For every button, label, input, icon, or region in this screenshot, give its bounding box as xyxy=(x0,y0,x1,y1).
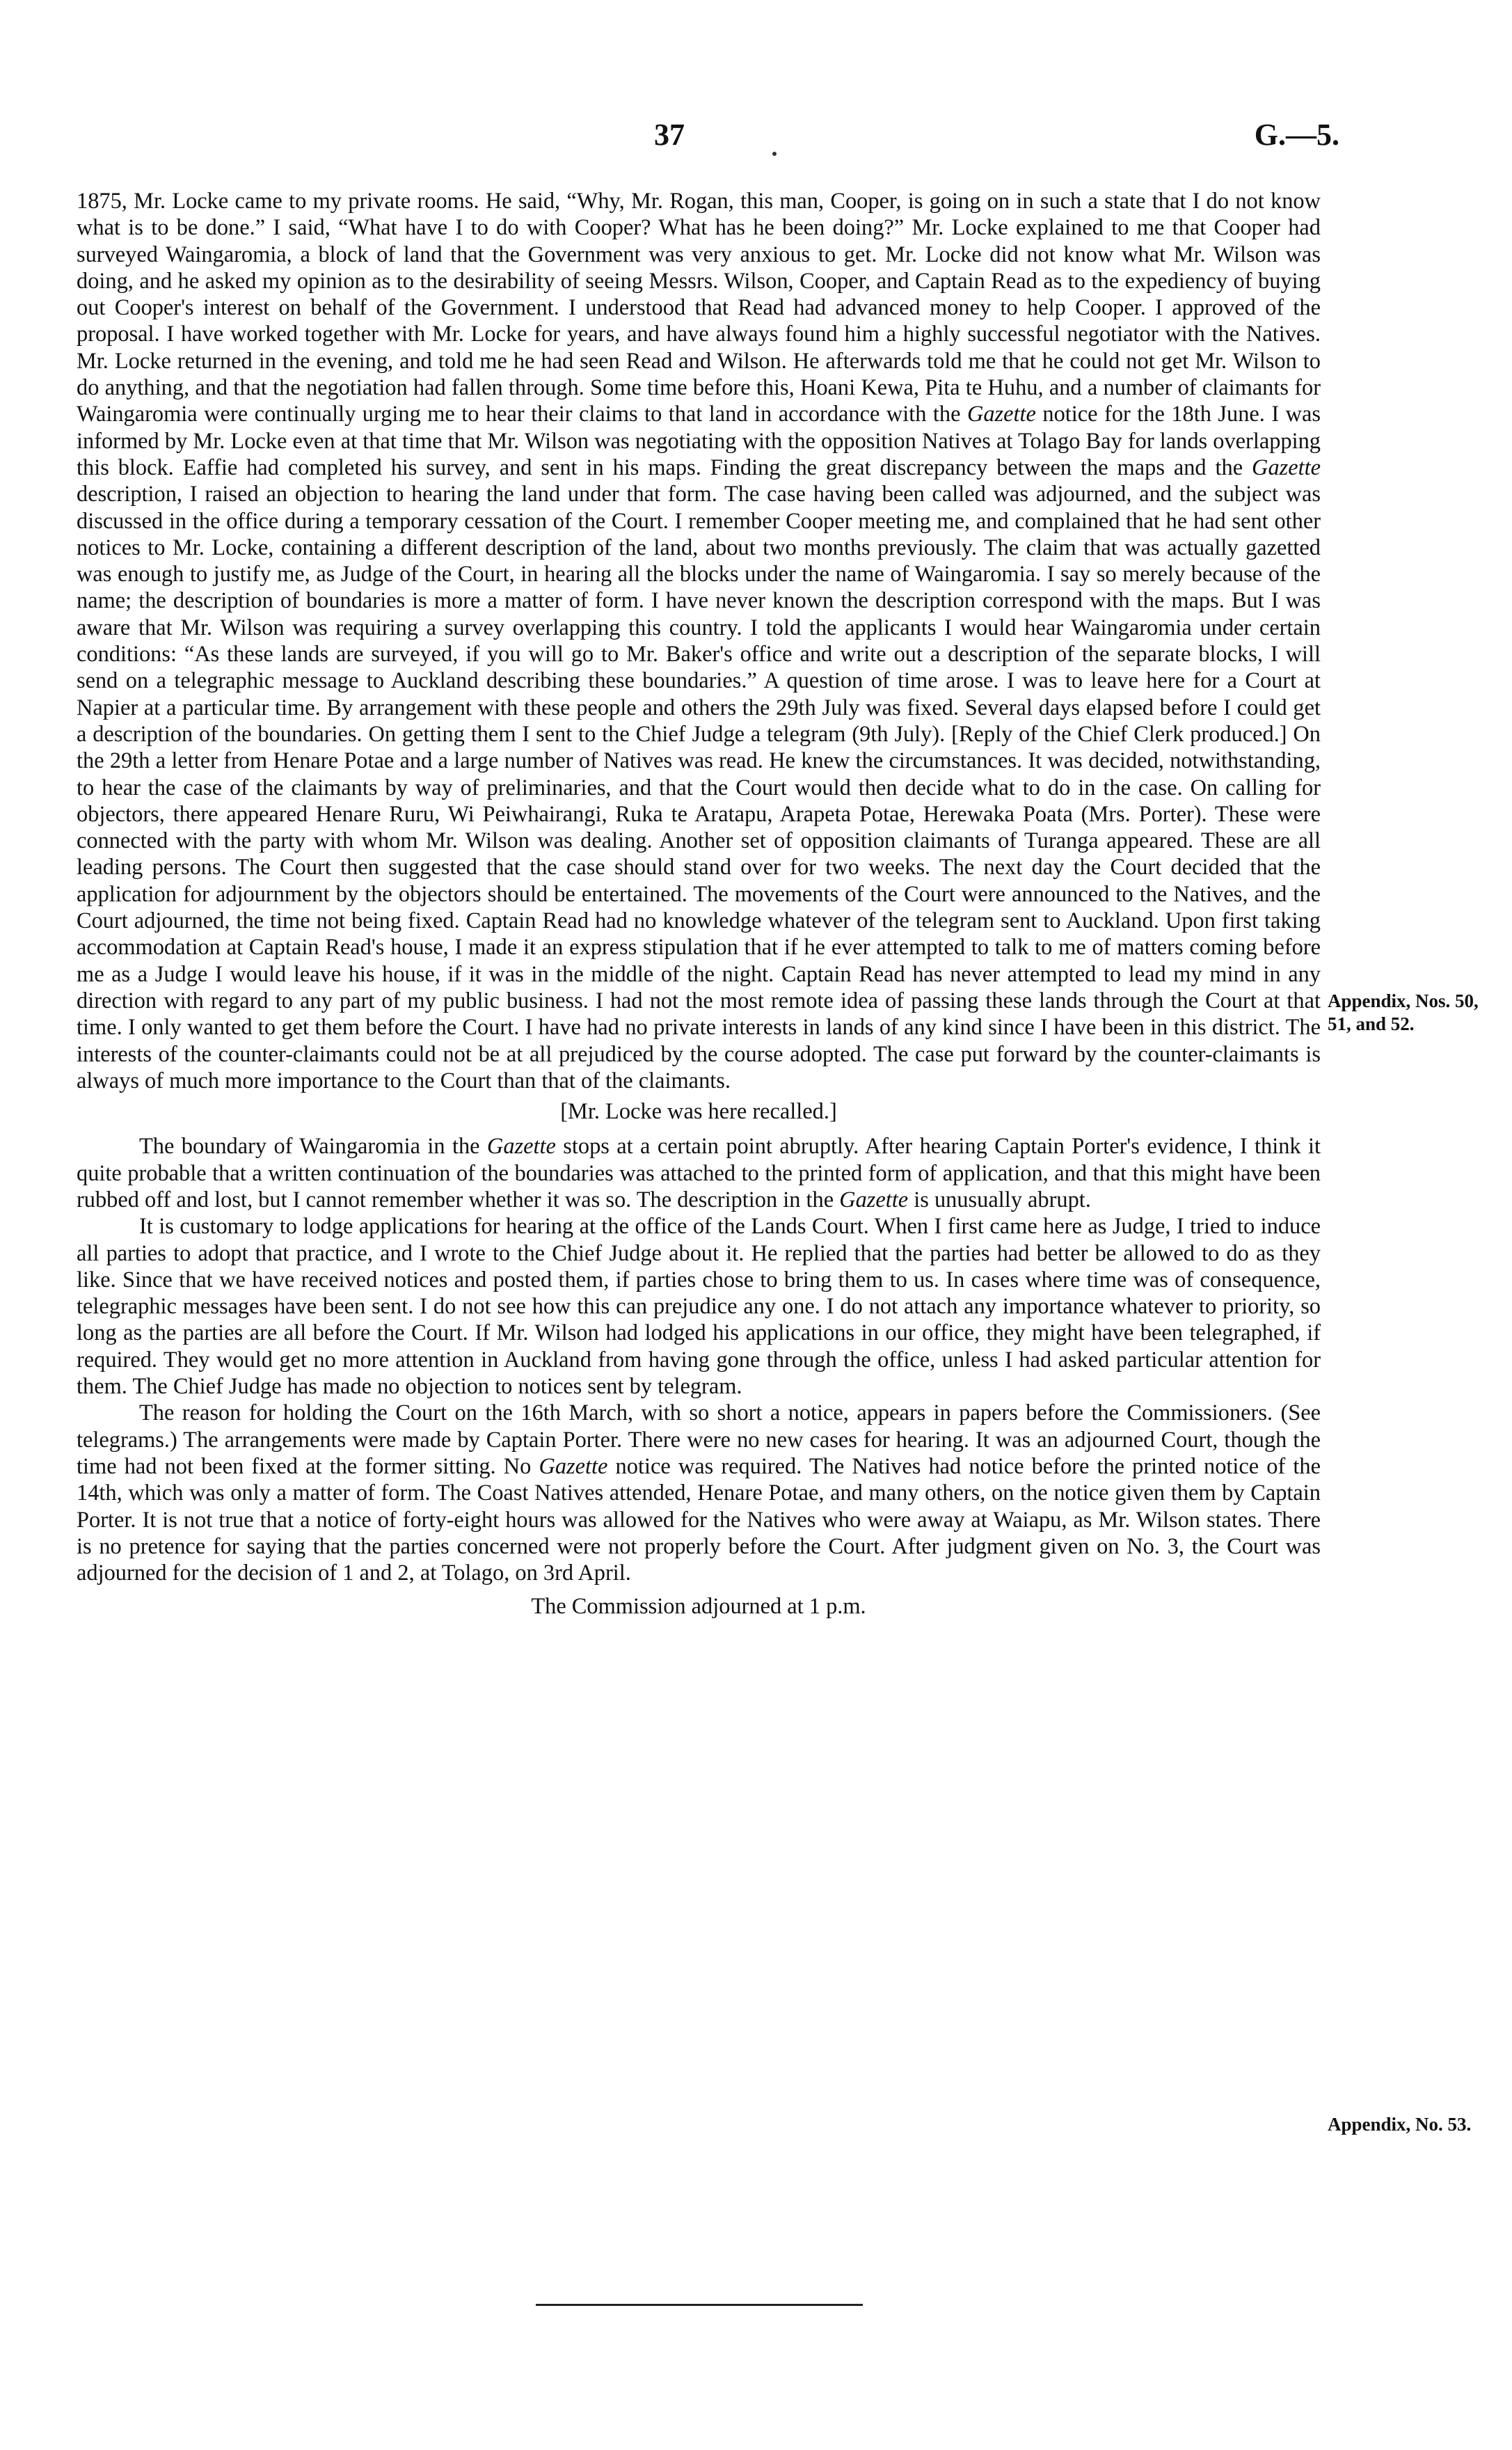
document-code: G.—5. xyxy=(1254,118,1339,152)
gazette-italic: Gazette xyxy=(966,402,1036,427)
recall-note: [Mr. Locke was here recalled.] xyxy=(560,1099,837,1125)
paragraph-testimony: 1875, Mr. Locke came to my private rooms. He said, “Why, Mr. Rogan, this man, Cooper, is going on in such a state that I do not know what is to be done.” I said, “What have I to do with Cooper? What has he been doing?” Mr. Locke explained to me that Cooper had surveyed Waingaromia, a block of land that the Government was very anxious to get. Mr. Locke did not know what Mr. Wilson was doing, and he asked my opinion as to the desirability of seeing Messrs. Wilson, Cooper, and Captain Read as to the expediency of buying out Cooper's interest on behalf of the Government. I understood that Read had advanced money to help Cooper. I approved of the proposal. I have worked together with Mr. Locke for years, and have always found him a highly successful negotiator with the Natives. Mr. Locke returned in the evening, and told me he had seen Read and Wilson. He afterwards told me that he could not get Mr. Wilson to do anything, and that the negotiation had fallen through. Some time before this, Hoani Kewa, Pita te Huhu, and a number of claimants for Waingaromia were continually urging me to hear their claims to that land in accordance with the Gazette notice for the 18th June. I was informed by Mr. Locke even at that time that Mr. Wilson was negotiating with the opposition Natives at Tolago Bay for lands overlapping this block. Eaffie had completed his survey, and sent in his maps. Finding the great discrepancy between the maps and the Gazette description, I raised an objection to hearing the land under that form. The case having been called was adjourned, and the subject was discussed in the office during a temporary cessation of the Court. I remember Cooper meeting me, and complained that he had sent other notices to Mr. Locke, containing a different description of the land, about two months previously. The claim that was actually gazetted was enough to justify me, as Judge of the Court, in hearing all the blocks under the name of Waingaromia. I say so merely because of the name; the description of boundaries is more a matter of form. I have never known the description correspond with the maps. But I was aware that Mr. Wilson was requiring a survey overlapping this country. I told the applicants I would hear Waingaromia under certain conditions: “As these lands are surveyed, if you will go to Mr. Baker's office and write out a description of the separate blocks, I will send on a telegraphic message to Auckland describing these boundaries.” A question of time arose. I was to leave here for a Court at Napier at a particular time. By arrangement with these people and others the 29th July was fixed. Several days elapsed before I could get a description of the boundaries. On getting them I sent to the Chief Judge a telegram (9th July). [Reply of the Chief Clerk produced.] On the 29th a letter from Henare Potae and a large number of Natives was read. He knew the circumstances. It was decided, notwithstanding, to hear the case of the claimants by way of preliminaries, and that the Court would then decide what to do in the case. On calling for objectors, there appeared Henare Ruru, Wi Peiwhairangi, Ruka te Aratapu, Arapeta Potae, Herewaka Poata (Mrs. Porter). These were connected with the party with whom Mr. Wilson was dealing. Another set of opposition claimants of Turanga appeared. These are all leading persons. The Court then suggested that the case should stand over for two weeks. The next day the Court decided that the application for adjournment by the objectors should be entertained. The movements of the Court were announced to the Natives, and the Court adjourned, the time not being fixed. Captain Read had no knowledge whatever of the telegram sent to Auckland. Upon first taking accommodation at Captain Read's house, I made it an express stipulation that if he ever attempted to talk to me of matters coming before me as a Judge I would leave his house, if it was in the middle of the night. Captain Read has never attempted to lead my mind in any direction with regard to any part of my public business. I had not the most remote idea of passing these lands through the Court at that time. I only wanted to get them before the Court. I have had no private interests in lands of any kind since I have been in this district. The interests of the counter-claimants could not be at all prejudiced by the course adopted. The case put forward by the counter-claimants is always of much more importance to the Court than that of the claimants. xyxy=(77,189,1321,1093)
margin-note-appendix-50-52: Appendix, Nos. 50, 51, and 52. xyxy=(1328,990,1479,1034)
adjournment-line: The Commission adjourned at 1 p.m. xyxy=(531,1594,866,1620)
margin-note-appendix-53: Appendix, No. 53. xyxy=(1328,2114,1472,2135)
paragraph-boundary: The boundary of Waingaromia in the Gazette stops at a certain point abruptly. After hearing Captain Porter's evidence, I think it quite probable that a written continuation of the boundaries was attached to the printed form of application, and that this might have been rubbed off and lost, but I cannot remember whether it was so. The description in the Gazette is unusually abrupt. xyxy=(77,1134,1321,1212)
gazette-italic: Gazette xyxy=(486,1134,556,1160)
body-text xyxy=(77,188,1321,1620)
page-number: 37 xyxy=(654,118,685,152)
header-dot xyxy=(772,152,777,156)
paragraph-court-16th-march: The reason for holding the Court on the 16th March, with so short a notice, appears in papers before the Commissioners. (See telegrams.) The arrangements were made by Captain Porter. There were no new cases for hearing. It was an adjourned Court, though the time had not been fixed at the former sitting. No Gazette notice was required. The Natives had notice before the printed notice of the 14th, which was only a matter of form. The Coast Natives attended, Henare Potae, and many others, on the notice given them by Captain Porter. It is not true that a notice of forty-eight hours was allowed for the Natives who were away at Waiapu, as Mr. Wilson states. There is no pretence for saying that the parties concerned were not properly before the Court. After judgment given on No. 3, the Court was adjourned for the decision of 1 and 2, at Tolago, on 3rd April. xyxy=(77,1400,1321,1586)
gazette-italic: Gazette xyxy=(839,1187,909,1212)
closing-rule xyxy=(536,2304,863,2306)
page-header xyxy=(0,117,1512,166)
gazette-italic: Gazette xyxy=(1252,455,1321,480)
gazette-italic: Gazette xyxy=(539,1453,608,1479)
paragraph-applications: It is customary to lodge applications for hearing at the office of the Lands Court. When I first came here as Judge, I tried to induce all parties to adopt that practice, and I wrote to the Chief Judge about it. He replied that the parties had better be allowed to do as they like. Since that we have received notices and posted them, if parties chose to bring them to us. In cases where time was of consequence, telegraphic messages have been sent. I do not see how this can prejudice any one. I do not attach any importance whatever to priority, so long as the parties are all before the Court. If Mr. Wilson had lodged his applications in our office, they might have been telegraphed, if required. They would get no more attention in Auckland from having gone through the office, unless I had asked particular attention for them. The Chief Judge has made no objection to notices sent by telegram. xyxy=(77,1214,1321,1400)
